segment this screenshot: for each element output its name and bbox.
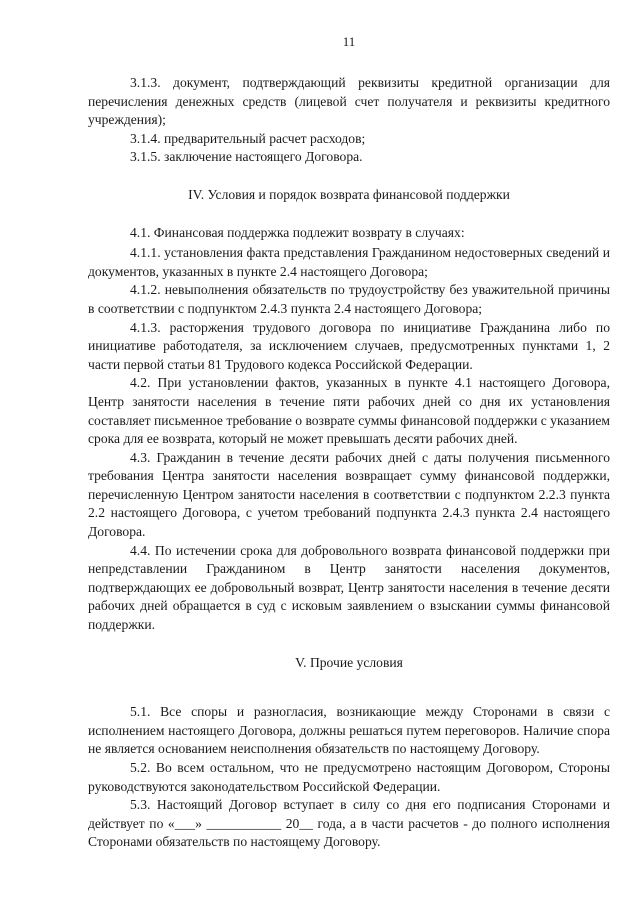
paragraph-3-1-3: 3.1.3. документ, подтверждающий реквизиты кредитной организации для перечисления денежных средств (лицевой счет получателя и реквизиты кредитного учреждения);	[88, 75, 610, 128]
section-iv-heading: IV. Условия и порядок возврата финансовой поддержки	[188, 186, 510, 202]
paragraph-4-1-1: 4.1.1. установления факта представления Гражданином недостоверных сведений и документов, указанных в пункте 2.4 настоящего Договора;	[88, 245, 610, 279]
paragraph-3-1-4: 3.1.4. предварительный расчет расходов;	[130, 130, 366, 146]
paragraph-4-1-2: 4.1.2. невыполнения обязательств по трудоустройству без уважительной причины в соответствии с подпунктом 2.4.3 пункта 2.4 настоящего Договора;	[88, 282, 610, 316]
paragraph-5-2: 5.2. Во всем остальном, что не предусмотрено настоящим Договором, Стороны руководствуются законодательством Российской Федерации.	[88, 760, 610, 794]
section-v-heading: V. Прочие условия	[295, 654, 403, 670]
paragraph-4-3: 4.3. Гражданин в течение десяти рабочих дней с даты получения письменного требования Центра занятости населения возвращает сумму финансовой поддержки, перечисленную Центром занятости населения в соответствии с подпунктом 2.2.3 пункта 2.2 настоящего Договора, с учетом требований подпункта 2.4.3 пункта 2.4 настоящего Договора.	[88, 449, 610, 540]
paragraph-4-1: 4.1. Финансовая поддержка подлежит возврату в случаях:	[130, 224, 465, 240]
paragraph-4-4: 4.4. По истечении срока для добровольного возврата финансовой поддержки при непредставлении Гражданином в Центр занятости населения документов, подтверждающих ее добровольный возврат, Центр занятости населения в течение десяти рабочих дней обращается в суд с исковым заявлением о взыскании суммы финансовой поддержки.	[88, 542, 610, 633]
paragraph-5-1: 5.1. Все споры и разногласия, возникающие между Сторонами в связи с исполнением настоящего Договора, должны решаться путем переговоров. Наличие спора не является основанием неисполнения обязательств по настоящему Договору.	[88, 704, 610, 757]
paragraph-3-1-5: 3.1.5. заключение настоящего Договора.	[130, 149, 363, 165]
paragraph-4-1-3: 4.1.3. расторжения трудового договора по инициативе Гражданина либо по инициативе работодателя, за исключением случаев, предусмотренных пунктами 1, 2 части первой статьи 81 Трудового кодекса Российской Федерации.	[88, 319, 610, 372]
paragraph-5-3: 5.3. Настоящий Договор вступает в силу со дня его подписания Сторонами и действует по «___» ___________ 20__ года, а в части расчетов - до полного исполнения Сторонами обязательств по настоящему Договору.	[88, 797, 610, 850]
page-number: 11	[342, 34, 356, 49]
paragraph-4-2: 4.2. При установлении фактов, указанных в пункте 4.1 настоящего Договора, Центр занятости населения в течение пяти рабочих дней со дня их установления составляет письменное требование о возврате суммы финансовой поддержки с указанием срока для ее возврата, который не может превышать десяти рабочих дней.	[88, 375, 610, 447]
